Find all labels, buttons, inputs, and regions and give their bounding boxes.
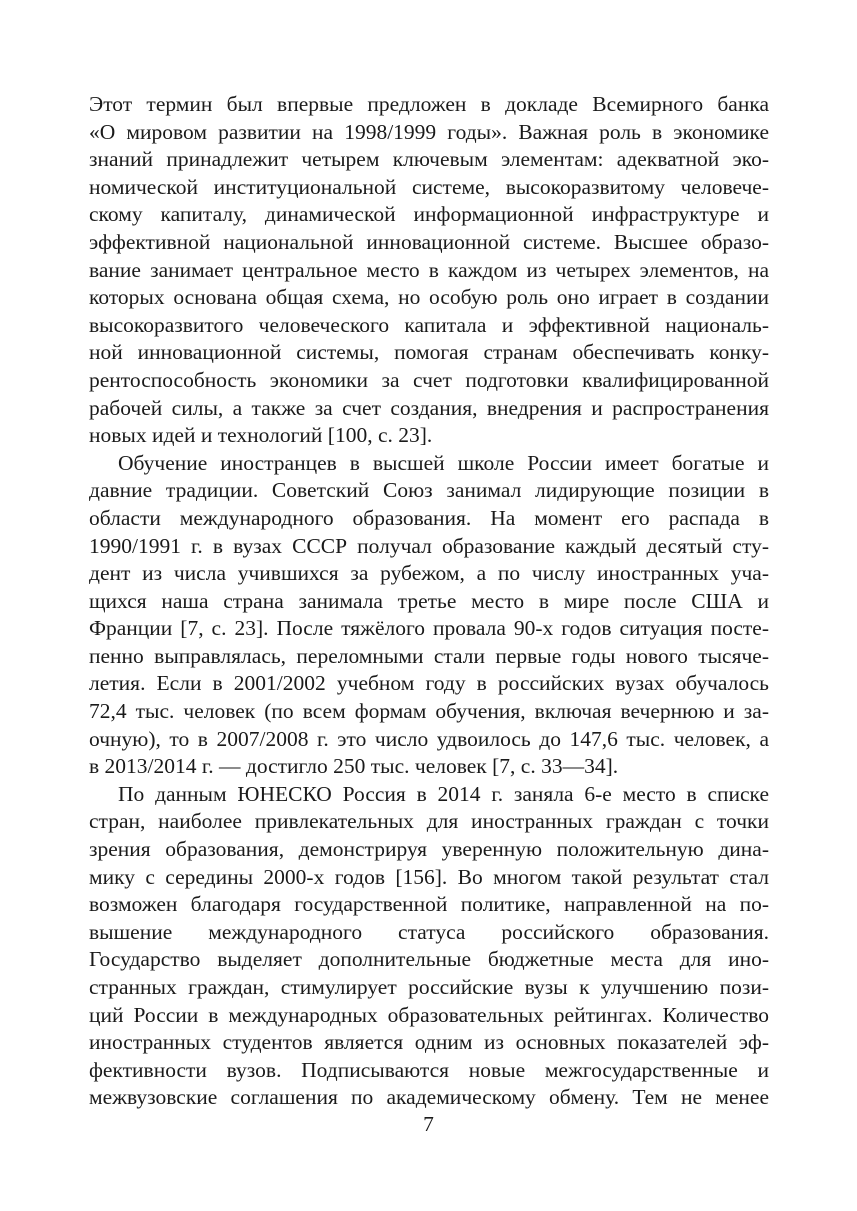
text-line: странных граждан, стимулирует российские вузы к улучшению пози- — [89, 975, 769, 999]
paragraph — [89, 450, 769, 781]
page-number: 7 — [423, 1112, 434, 1136]
text-line: межвузовские соглашения по академическому обмену. Тем не менее — [89, 1085, 769, 1110]
text-line: очную), то в 2007/2008 г. это число удвоилось до 147,6 тыс. человек, а — [89, 726, 769, 751]
text-line: «О мировом развитии на 1998/1999 годы». Важная роль в экономике — [89, 119, 769, 144]
text-line: Франции [7, с. 23]. После тяжёлого провала 90-х годов ситуация посте- — [89, 616, 769, 641]
text-line: зрения образования, демонстрируя уверенную положительную дина- — [89, 837, 769, 862]
text-line: Обучение иностранцев в высшей школе России имеет богатые и — [118, 450, 769, 475]
text-line: ной инновационной системы, помогая странам обеспечивать конку- — [89, 340, 769, 365]
text-line: давние традиции. Советский Союз занимал лидирующие позиции в — [89, 478, 769, 503]
text-line: новых идей и технологий [100, с. 23]. — [89, 423, 433, 448]
text-line: Этот термин был впервые предложен в докладе Всемирного банка — [89, 92, 769, 116]
text-line: фективности вузов. Подписываются новые межгосударственные и — [89, 1057, 769, 1082]
text-line: которых основана общая схема, но особую роль оно играет в создании — [89, 285, 769, 310]
text-line: Государство выделяет дополнительные бюджетные места для ино- — [89, 947, 769, 972]
text-line: вание занимает центральное место в каждом из четырех элементов, на — [89, 257, 769, 282]
text-line: вышение международного статуса российского образования. — [89, 919, 769, 944]
text-line: дент из числа учившихся за рубежом, а по числу иностранных уча- — [89, 561, 769, 586]
text-line: щихся наша страна занимала третье место в мире после США и — [89, 588, 769, 613]
text-line: области международного образования. На момент его распада в — [89, 505, 769, 530]
text-line: в 2013/2014 г. — достигло 250 тыс. человек [7, с. 33—34]. — [89, 754, 619, 779]
text-line: иностранных студентов является одним из основных показателей эф- — [89, 1030, 769, 1055]
page-body — [89, 91, 769, 1112]
text-line: 1990/1991 г. в вузах СССР получал образование каждый десятый сту- — [89, 533, 769, 558]
text-line: номической институциональной системе, высокоразвитому человече- — [89, 174, 769, 199]
text-line: пенно выправлялась, переломными стали первые годы нового тысяче- — [89, 643, 769, 668]
text-line: знаний принадлежит четырем ключевым элементам: адекватной эко- — [89, 147, 769, 172]
text-line: рентоспособность экономики за счет подготовки квалифицированной — [89, 367, 769, 392]
text-line: стран, наиболее привлекательных для иностранных граждан с точки — [89, 809, 769, 834]
text-line: 72,4 тыс. человек (по всем формам обучения, включая вечернюю и за- — [89, 699, 769, 724]
text-line: эффективной национальной инновационной системе. Высшее образо- — [89, 229, 769, 254]
paragraph — [89, 91, 769, 450]
text-line: мику с середины 2000-х годов [156]. Во многом такой результат стал — [89, 864, 769, 889]
text-block — [89, 91, 769, 1112]
text-line: возможен благодаря государственной политике, направленной на по- — [89, 892, 769, 917]
text-line: рабочей силы, а также за счет создания, внедрения и распространения — [89, 395, 769, 420]
text-line: По данным ЮНЕСКО Россия в 2014 г. заняла 6-е место в списке — [118, 781, 769, 806]
text-line: летия. Если в 2001/2002 учебном году в российских вузах обучалось — [89, 671, 769, 696]
text-line: скому капиталу, динамической информационной инфраструктуре и — [89, 202, 769, 227]
text-line: ций России в международных образовательных рейтингах. Количество — [89, 1002, 769, 1027]
paragraph — [89, 781, 769, 1112]
text-line: высокоразвитого человеческого капитала и эффективной националь- — [89, 312, 769, 337]
